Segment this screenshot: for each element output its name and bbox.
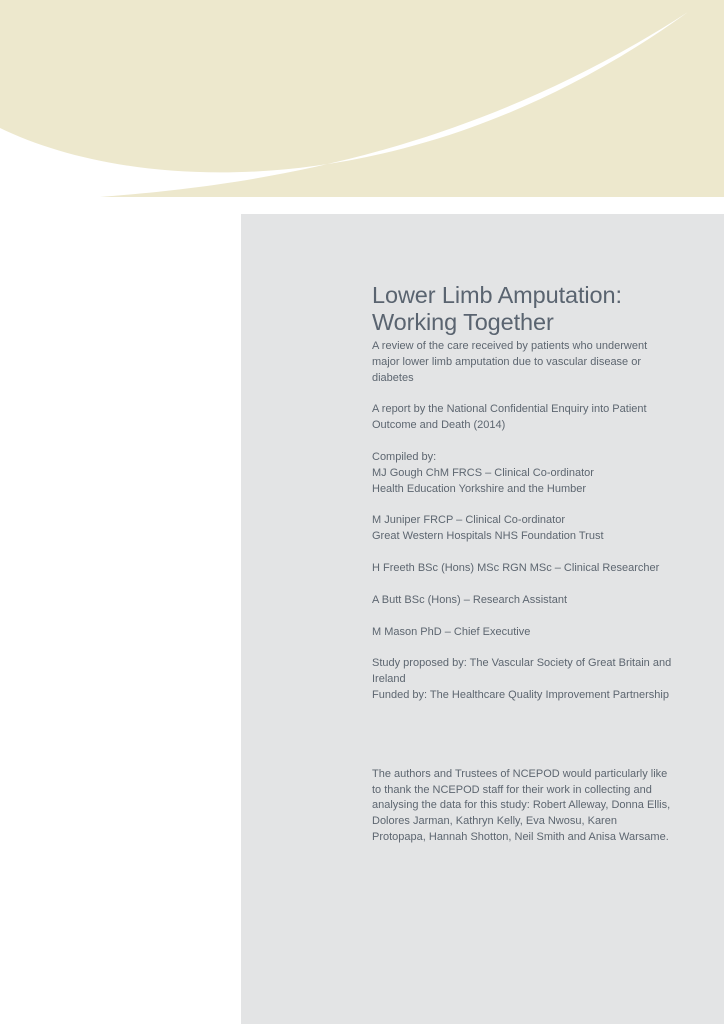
- contributor-name-role: M Mason PhD – Chief Executive: [372, 625, 531, 638]
- contributor-block-4: [372, 593, 672, 609]
- contributor-name-role: H Freeth BSc (Hons) MSc RGN MSc – Clinical Researcher: [372, 561, 660, 574]
- contributor-organisation: Health Education Yorkshire and the Humber: [372, 482, 587, 495]
- contributor-block-3: [372, 561, 672, 577]
- contributor-organisation: Great Western Hospitals NHS Foundation Trust: [372, 530, 604, 543]
- report-subtitle: A review of the care received by patients who underwent major lower limb amputation due to vascular disease or diabetes: [372, 340, 648, 384]
- study-info: [372, 656, 672, 703]
- study-proposed-by: Study proposed by: The Vascular Society of Great Britain and Ireland: [372, 657, 672, 686]
- report-title-line-1: Lower Limb Amputation:: [372, 282, 622, 308]
- contributor-name-role: MJ Gough ChM FRCS – Clinical Co-ordinator: [372, 466, 594, 479]
- contributor-block-1: [372, 450, 672, 497]
- report-by-statement: A report by the National Confidential Enquiry into Patient Outcome and Death (2014): [372, 403, 647, 432]
- report-title: [372, 282, 672, 336]
- decorative-header-band: [0, 0, 724, 197]
- report-title-line-2: Working Together: [372, 309, 554, 335]
- title-page-content: [372, 282, 672, 846]
- funded-by: Funded by: The Healthcare Quality Improvement Partnership: [372, 688, 669, 701]
- contributor-block-5: [372, 625, 672, 641]
- contributor-name-role: M Juniper FRCP – Clinical Co-ordinator: [372, 514, 565, 527]
- compiled-by-label: Compiled by:: [372, 450, 437, 463]
- swoosh-graphic: [0, 0, 724, 197]
- contributor-block-2: [372, 513, 672, 545]
- contributor-name-role: A Butt BSc (Hons) – Research Assistant: [372, 593, 568, 606]
- acknowledgement-paragraph: The authors and Trustees of NCEPOD would particularly like to thank the NCEPOD staff for their work in collecting and analysing the data for this study: Robert Alleway, Donna Ellis, Dolores Jarman, Kathryn Kelly, Eva Nwosu, Karen Protopapa, Hannah Shotton, Neil Smith and Anisa Warsame.: [372, 767, 671, 843]
